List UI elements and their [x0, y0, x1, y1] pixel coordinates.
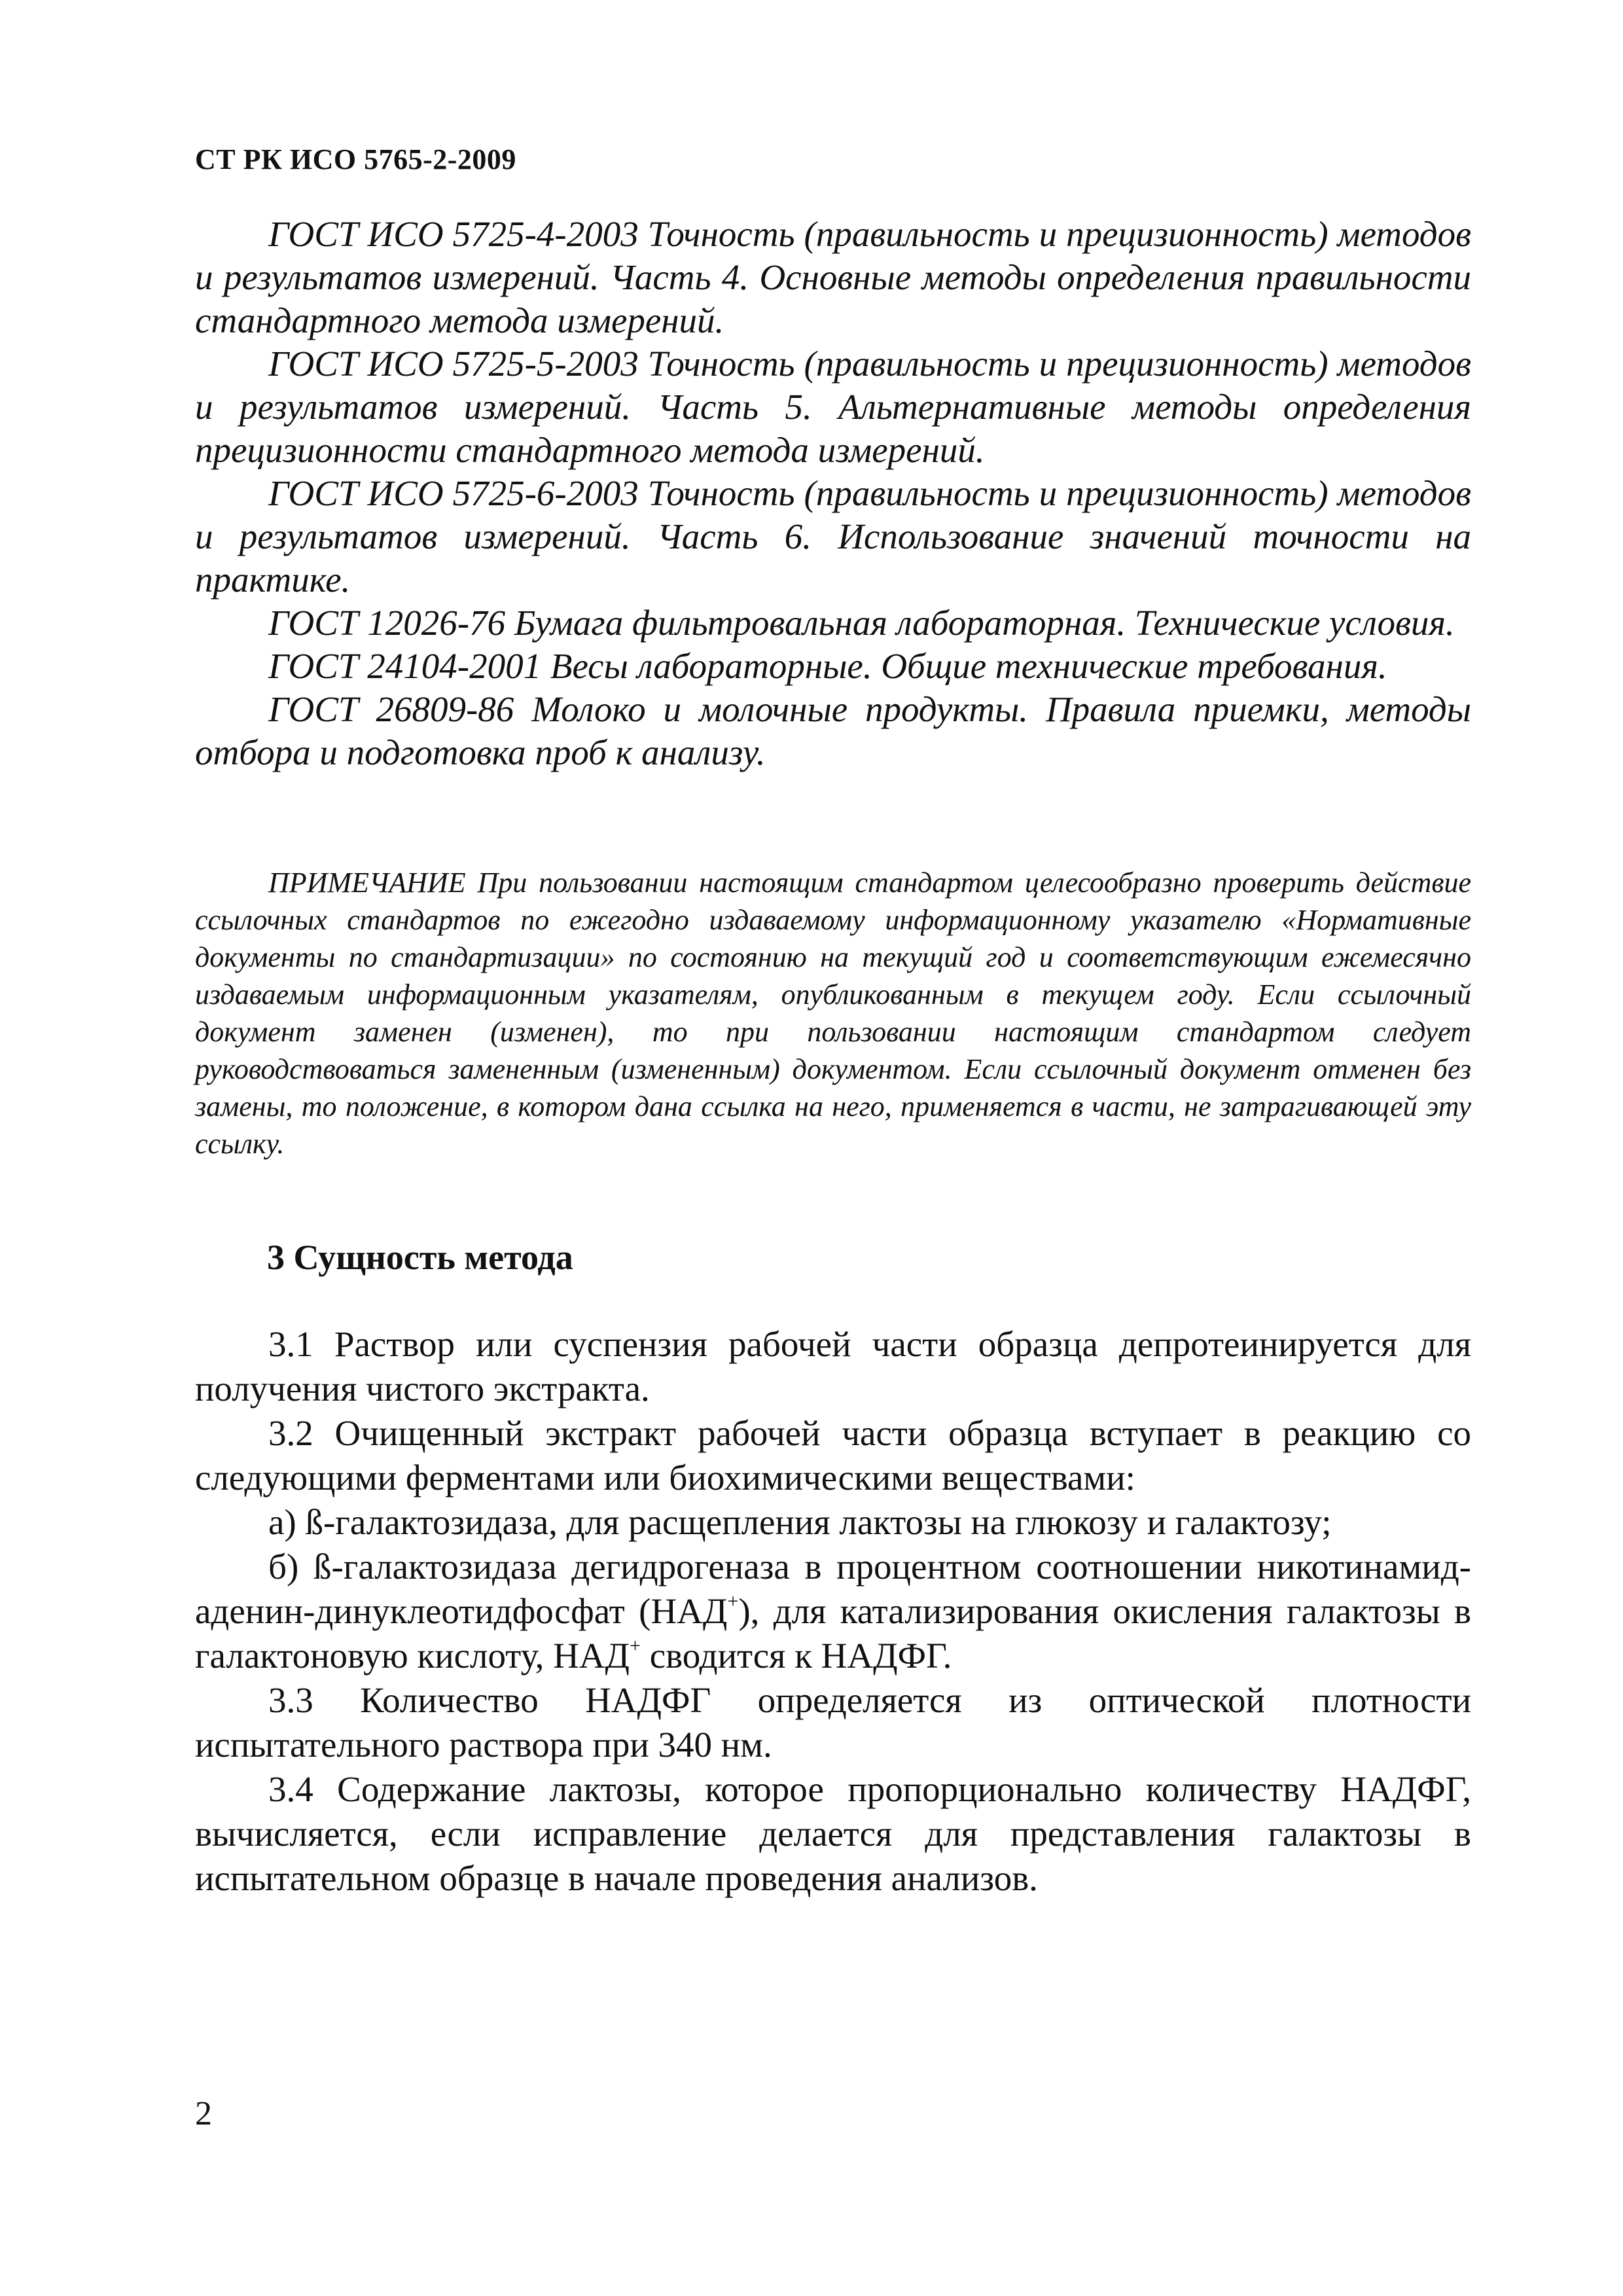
reference-item: ГОСТ ИСО 5725-4-2003 Точность (правильность и прецизионность) методов и результатов измерений. Часть 4. Основные методы определения правильности стандартного метода измерений. [195, 214, 1471, 340]
page-number: 2 [195, 2095, 212, 2132]
superscript-plus: + [630, 1635, 641, 1657]
paragraph-3-3: 3.3 Количество НАДФГ определяется из оптической плотности испытательного раствора при 340 нм. [195, 1680, 1471, 1765]
section-body [195, 1322, 1471, 1901]
section-heading: 3 Сущность метода [267, 1238, 573, 1277]
list-item-b [195, 1545, 1471, 1678]
note-paragraph: ПРИМЕЧАНИЕ При пользовании настоящим стандартом целесообразно проверить действие ссылочных стандартов по ежегодно издаваемому информационному указателю «Нормативные документы по стандартизации» по состоянию на текущий год и соответствующим ежемесячно издаваемым информационным указателям, опубликованным в текущем году. Если ссылочный документ заменен (изменен), то при пользовании настоящим стандартом следует руководствоваться замененным (измененным) документом. Если ссылочный документ отменен без замены, то положение, в котором дана ссылка на него, применяется в части, не затрагивающей эту ссылку. [195, 867, 1471, 1160]
paragraph-3-4: 3.4 Содержание лактозы, которое пропорционально количеству НАДФГ, вычисляется, если исправление делается для представления галактозы в испытательном образце в начале проведения анализов. [195, 1769, 1471, 1898]
reference-item: ГОСТ 24104-2001 Весы лабораторные. Общие технические требования. [268, 646, 1387, 686]
reference-item: ГОСТ ИСО 5725-5-2003 Точность (правильность и прецизионность) методов и результатов измерений. Часть 5. Альтернативные методы определения прецизионности стандартного метода измерений. [195, 344, 1471, 470]
normative-references-list [195, 213, 1471, 774]
list-item-b-text-3: сводится к НАДФГ. [640, 1636, 952, 1676]
paragraph-3-1: 3.1 Раствор или суспензия рабочей части образца депротеинируется для получения чистого экстракта. [195, 1324, 1471, 1408]
list-item-a: а) ß-галактозидаза, для расщепления лактозы на глюкозу и галактозу; [268, 1502, 1332, 1542]
superscript-plus: + [727, 1590, 739, 1612]
paragraph-3-2: 3.2 Очищенный экстракт рабочей части образца вступает в реакцию со следующими ферментами или биохимическими веществами: [195, 1413, 1471, 1498]
document-code-header: СТ РК ИСО 5765-2-2009 [195, 143, 516, 175]
list-item-b-text-1: б) ß-галактозидаза дегидрогеназа в процентном соотношении никотинамид-аденин-динуклеотидфосфат (НАД [195, 1547, 1471, 1631]
reference-item: ГОСТ 12026-76 Бумага фильтровальная лабораторная. Технические условия. [268, 603, 1455, 643]
reference-item: ГОСТ ИСО 5725-6-2003 Точность (правильность и прецизионность) методов и результатов измерений. Часть 6. Использование значений точности на практике. [195, 473, 1471, 600]
list-item-b-text-2: ), для катализирования окисления галактозы в галактоновую кислоту, НАД [195, 1591, 1471, 1676]
reference-item: ГОСТ 26809-86 Молоко и молочные продукты. Правила приемки, методы отбора и подготовка проб к анализу. [195, 689, 1471, 772]
